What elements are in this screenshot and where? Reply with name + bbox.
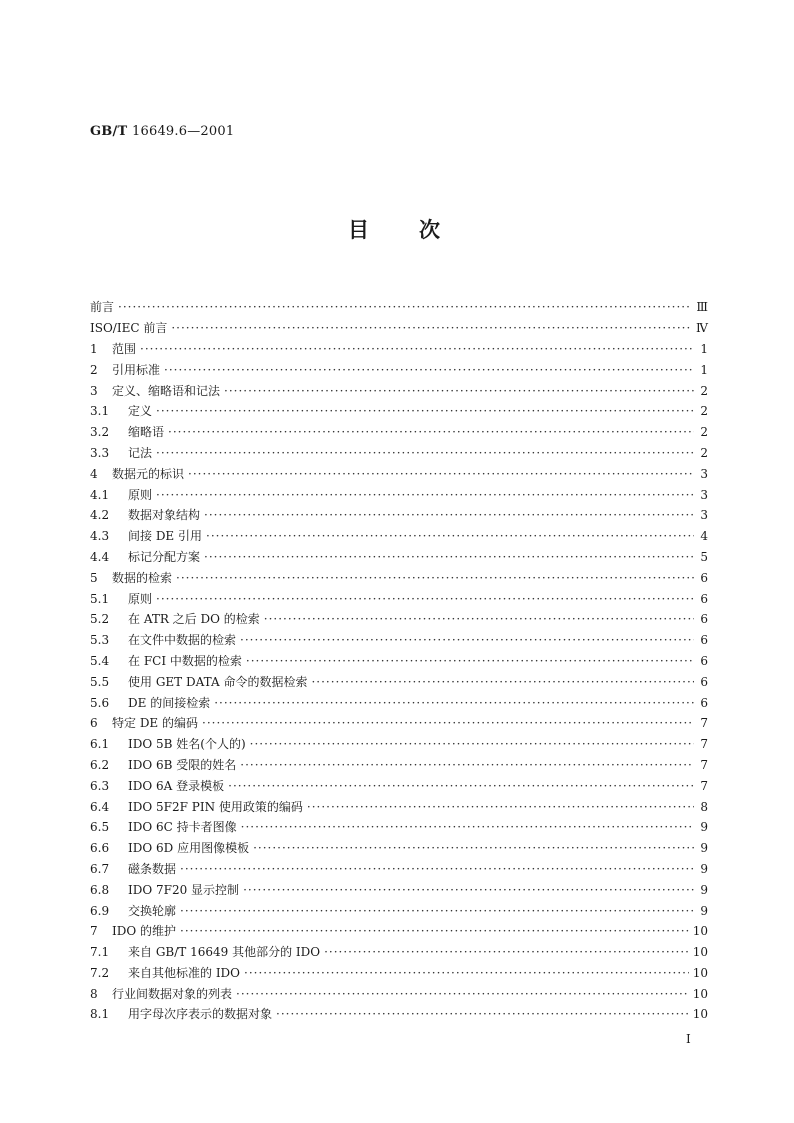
toc-entry-page: 6 xyxy=(700,695,708,710)
toc-entry-label: 用字母次序表示的数据对象 xyxy=(128,1007,273,1022)
toc-leader-dots xyxy=(243,883,694,897)
toc-leader-dots xyxy=(156,592,694,606)
toc-entry[interactable] xyxy=(90,526,708,547)
toc-leader-dots xyxy=(168,425,694,439)
toc-entry-label: 标记分配方案 xyxy=(128,549,201,564)
toc-entry-page: 3 xyxy=(700,508,708,523)
toc-leader-dots xyxy=(180,924,689,938)
toc-entry-label: 缩略语 xyxy=(128,425,165,440)
toc-entry-page: 10 xyxy=(692,1007,708,1022)
standard-number: 16649.6—2001 xyxy=(132,124,235,139)
toc-entry-page: 9 xyxy=(700,841,708,856)
toc-entry-label: 特定 DE 的编码 xyxy=(112,716,199,731)
toc-entry-page: 9 xyxy=(700,820,708,835)
toc-entry-page: 7 xyxy=(700,716,708,731)
toc-leader-dots xyxy=(228,779,694,793)
toc-entry[interactable] xyxy=(90,547,708,568)
toc-entry-page: Ⅲ xyxy=(696,300,708,315)
toc-entry-page: 7 xyxy=(700,737,708,752)
toc-entry-number: 3.1 xyxy=(90,404,110,419)
toc-entry-label: IDO 6D 应用图像模板 xyxy=(128,841,250,856)
toc-entry[interactable] xyxy=(90,651,708,672)
toc-entry[interactable] xyxy=(90,755,708,776)
toc-entry-label: 来自其他标准的 IDO xyxy=(128,965,241,980)
toc-leader-dots xyxy=(246,654,694,668)
toc-entry-label: 范围 xyxy=(112,341,137,356)
toc-entry-label: 记法 xyxy=(128,445,153,460)
toc-entry-page: 7 xyxy=(700,778,708,793)
toc-entry-label: 原则 xyxy=(128,591,153,606)
toc-entry-page: 9 xyxy=(700,882,708,897)
toc-entry-number: 2 xyxy=(90,362,98,377)
toc-entry-page: 3 xyxy=(700,487,708,502)
toc-entry[interactable] xyxy=(90,963,708,984)
toc-entry-label: IDO 6C 持卡者图像 xyxy=(128,820,237,835)
toc-entry[interactable] xyxy=(90,588,708,609)
page-title xyxy=(348,214,440,244)
toc-entry[interactable] xyxy=(90,567,708,588)
toc-entry-number: 5.6 xyxy=(90,695,110,710)
title-char-left: 目 xyxy=(348,217,369,242)
toc-entry-number: 8.1 xyxy=(90,1007,110,1022)
toc-leader-dots xyxy=(206,529,694,543)
toc-leader-dots xyxy=(180,904,694,918)
toc-entry-page: 1 xyxy=(700,362,708,377)
toc-entry-page: 10 xyxy=(692,945,708,960)
toc-leader-dots xyxy=(244,966,689,980)
toc-entry-number: 6.9 xyxy=(90,903,110,918)
toc-entry-number: 3 xyxy=(90,383,98,398)
toc-leader-dots xyxy=(118,300,692,314)
toc-entry[interactable] xyxy=(90,900,708,921)
toc-entry-number: 4.3 xyxy=(90,529,110,544)
toc-entry[interactable] xyxy=(90,838,708,859)
toc-entry-label: 在 FCI 中数据的检索 xyxy=(128,653,242,668)
toc-entry[interactable] xyxy=(90,983,708,1004)
toc-entry-page: 10 xyxy=(692,986,708,1001)
toc-entry-label: 间接 DE 引用 xyxy=(128,529,203,544)
toc-entry-label: IDO 6B 受限的姓名 xyxy=(128,757,237,772)
toc-entry-label: IDO 7F20 显示控制 xyxy=(128,882,240,897)
table-of-contents xyxy=(90,297,708,1025)
toc-entry-number: 4.4 xyxy=(90,549,110,564)
toc-entry[interactable] xyxy=(90,463,708,484)
toc-entry[interactable] xyxy=(90,921,708,942)
toc-entry-label: 使用 GET DATA 命令的数据检索 xyxy=(128,674,308,689)
standard-prefix: GB/T xyxy=(90,124,128,139)
toc-leader-dots xyxy=(188,467,694,481)
toc-entry-number: 5.3 xyxy=(90,633,110,648)
toc-leader-dots xyxy=(176,571,694,585)
toc-leader-dots xyxy=(307,800,694,814)
toc-entry[interactable] xyxy=(90,359,708,380)
toc-leader-dots xyxy=(180,862,694,876)
toc-entry-label: 磁条数据 xyxy=(128,861,177,876)
toc-entry-label: IDO 6A 登录模板 xyxy=(128,778,225,793)
toc-entry-label: 引用标准 xyxy=(112,362,161,377)
toc-leader-dots xyxy=(241,820,694,834)
toc-entry-number: 5 xyxy=(90,570,98,585)
toc-entry-page: 7 xyxy=(700,757,708,772)
toc-leader-dots xyxy=(224,384,694,398)
toc-entry[interactable] xyxy=(90,796,708,817)
toc-entry[interactable] xyxy=(90,713,708,734)
toc-leader-dots xyxy=(171,321,692,335)
toc-entry-label: 在文件中数据的检索 xyxy=(128,633,237,648)
toc-entry-label: 交换轮廓 xyxy=(128,903,177,918)
toc-leader-dots xyxy=(253,841,694,855)
toc-entry-label: 在 ATR 之后 DO 的检索 xyxy=(128,612,260,627)
toc-entry-label: IDO 5F2F PIN 使用政策的编码 xyxy=(128,799,303,814)
toc-entry-number: 6.2 xyxy=(90,757,110,772)
toc-entry[interactable] xyxy=(90,942,708,963)
toc-entry-number: 6.4 xyxy=(90,799,110,814)
toc-entry-page: 9 xyxy=(700,903,708,918)
toc-entry-label: 定义、缩略语和记法 xyxy=(112,383,221,398)
toc-leader-dots xyxy=(204,508,694,522)
toc-entry[interactable] xyxy=(90,401,708,422)
toc-entry[interactable] xyxy=(90,859,708,880)
toc-entry-page: 6 xyxy=(700,591,708,606)
toc-entry[interactable] xyxy=(90,297,708,318)
toc-entry[interactable] xyxy=(90,671,708,692)
toc-entry-label: 来自 GB/T 16649 其他部分的 IDO xyxy=(128,945,321,960)
toc-leader-dots xyxy=(204,550,694,564)
toc-entry-page: 6 xyxy=(700,633,708,648)
toc-leader-dots xyxy=(236,987,689,1001)
toc-entry-number: 4.2 xyxy=(90,508,110,523)
toc-leader-dots xyxy=(311,675,694,689)
toc-entry[interactable] xyxy=(90,422,708,443)
toc-entry-page: 6 xyxy=(700,570,708,585)
toc-entry[interactable] xyxy=(90,505,708,526)
toc-entry-label: 数据元的标识 xyxy=(112,466,185,481)
toc-entry[interactable] xyxy=(90,318,708,339)
toc-entry-label: ISO/IEC 前言 xyxy=(90,321,168,336)
toc-leader-dots xyxy=(156,488,694,502)
toc-leader-dots xyxy=(276,1007,689,1021)
toc-entry-label: 定义 xyxy=(128,404,153,419)
toc-leader-dots xyxy=(156,404,694,418)
toc-entry[interactable] xyxy=(90,734,708,755)
toc-entry-label: 前言 xyxy=(90,300,115,315)
toc-entry-number: 4 xyxy=(90,466,98,481)
toc-entry[interactable] xyxy=(90,380,708,401)
toc-entry-number: 6.7 xyxy=(90,861,110,876)
toc-entry-page: 6 xyxy=(700,653,708,668)
toc-entry-number: 6.6 xyxy=(90,841,110,856)
toc-entry-number: 7.2 xyxy=(90,965,110,980)
toc-entry[interactable] xyxy=(90,443,708,464)
toc-entry-page: 4 xyxy=(700,529,708,544)
toc-entry-number: 5.4 xyxy=(90,653,110,668)
toc-leader-dots xyxy=(164,363,694,377)
toc-entry-label: 数据对象结构 xyxy=(128,508,201,523)
toc-entry-number: 1 xyxy=(90,341,98,356)
toc-leader-dots xyxy=(324,945,689,959)
toc-entry-page: 2 xyxy=(700,445,708,460)
toc-entry-label: IDO 5B 姓名(个人的) xyxy=(128,737,246,752)
toc-entry-number: 6.1 xyxy=(90,737,110,752)
toc-entry[interactable] xyxy=(90,692,708,713)
toc-leader-dots xyxy=(156,446,694,460)
toc-entry[interactable] xyxy=(90,817,708,838)
toc-leader-dots xyxy=(250,737,694,751)
toc-entry-number: 6.3 xyxy=(90,778,110,793)
toc-entry-page: Ⅳ xyxy=(696,321,708,336)
toc-entry-number: 6.5 xyxy=(90,820,110,835)
toc-entry[interactable] xyxy=(90,609,708,630)
toc-entry-page: 10 xyxy=(692,965,708,980)
toc-entry-number: 6 xyxy=(90,716,98,731)
toc-entry-number: 6.8 xyxy=(90,882,110,897)
toc-entry[interactable] xyxy=(90,630,708,651)
toc-entry-label: DE 的间接检索 xyxy=(128,695,211,710)
toc-entry-page: 8 xyxy=(700,799,708,814)
page-number: I xyxy=(686,1032,691,1046)
toc-entry[interactable] xyxy=(90,1004,708,1025)
toc-entry-page: 5 xyxy=(700,549,708,564)
toc-entry-number: 8 xyxy=(90,986,98,1001)
toc-entry[interactable] xyxy=(90,879,708,900)
toc-entry-number: 4.1 xyxy=(90,487,110,502)
toc-entry-label: 数据的检索 xyxy=(112,570,173,585)
title-char-right: 次 xyxy=(419,217,440,242)
toc-entry[interactable] xyxy=(90,484,708,505)
toc-entry-page: 2 xyxy=(700,383,708,398)
toc-entry-page: 9 xyxy=(700,861,708,876)
standard-code xyxy=(90,124,234,139)
toc-leader-dots xyxy=(264,612,694,626)
toc-entry-number: 3.2 xyxy=(90,425,110,440)
toc-entry-number: 7.1 xyxy=(90,945,110,960)
toc-entry-number: 5.5 xyxy=(90,674,110,689)
toc-entry-number: 5.1 xyxy=(90,591,110,606)
toc-entry-number: 7 xyxy=(90,924,98,939)
toc-entry-page: 6 xyxy=(700,612,708,627)
toc-entry-page: 10 xyxy=(692,924,708,939)
toc-entry-page: 2 xyxy=(700,404,708,419)
toc-entry-label: 原则 xyxy=(128,487,153,502)
toc-entry-page: 2 xyxy=(700,425,708,440)
toc-entry-page: 6 xyxy=(700,674,708,689)
toc-entry-label: 行业间数据对象的列表 xyxy=(112,986,233,1001)
toc-entry-page: 3 xyxy=(700,466,708,481)
toc-entry-label: IDO 的维护 xyxy=(112,924,177,939)
toc-entry-number: 3.3 xyxy=(90,445,110,460)
toc-leader-dots xyxy=(202,716,694,730)
toc-leader-dots xyxy=(240,758,694,772)
toc-entry[interactable] xyxy=(90,339,708,360)
toc-entry[interactable] xyxy=(90,775,708,796)
toc-leader-dots xyxy=(140,342,694,356)
toc-entry-page: 1 xyxy=(700,341,708,356)
toc-leader-dots xyxy=(214,696,694,710)
toc-entry-number: 5.2 xyxy=(90,612,110,627)
toc-leader-dots xyxy=(240,633,694,647)
